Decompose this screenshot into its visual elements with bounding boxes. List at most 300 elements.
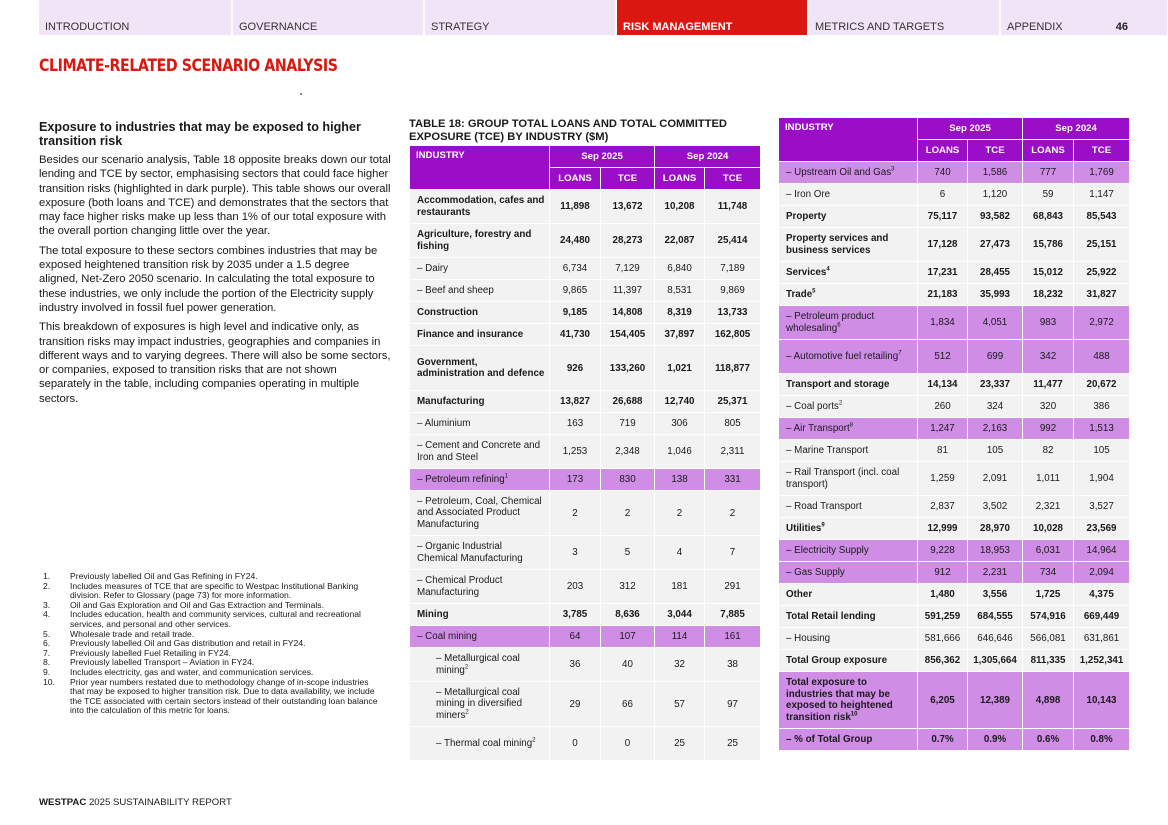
cell-value: 777 bbox=[1023, 162, 1074, 184]
footnote-number: 1. bbox=[43, 571, 51, 581]
row-label-text: – Metallurgical coal mining bbox=[436, 653, 520, 676]
tab-introduction[interactable]: INTRODUCTION bbox=[39, 0, 231, 35]
cell-value: 66 bbox=[601, 682, 655, 727]
cell-value: 68,843 bbox=[1023, 206, 1074, 228]
row-label-text: – Aluminium bbox=[417, 417, 471, 429]
row-label-text: – Chemical Product Manufacturing bbox=[417, 575, 503, 598]
cell-value: 114 bbox=[655, 626, 705, 648]
cell-value: 3 bbox=[550, 536, 601, 570]
footnote-ref: 10 bbox=[850, 711, 858, 718]
cell-value: 1,725 bbox=[1023, 584, 1074, 606]
row-label bbox=[410, 346, 550, 391]
cell-value: 8,319 bbox=[655, 302, 705, 324]
row-label-text: Total exposure to industries that may be exposed to heightened transition risk bbox=[786, 677, 893, 723]
cell-value: 7,885 bbox=[705, 604, 761, 626]
row-label bbox=[410, 536, 550, 570]
footnote-number: 5. bbox=[43, 628, 51, 639]
table-row bbox=[779, 162, 1130, 184]
cell-value: 85,543 bbox=[1074, 206, 1130, 228]
row-label-text: – Petroleum product wholesaling bbox=[786, 311, 875, 334]
cell-value: 29 bbox=[550, 682, 601, 727]
row-label-text: – Housing bbox=[786, 632, 831, 644]
cell-value: 3,785 bbox=[550, 604, 601, 626]
table-row bbox=[779, 184, 1130, 206]
table-row bbox=[779, 650, 1130, 672]
cell-value: 25,151 bbox=[1074, 228, 1130, 262]
cell-value: 15,786 bbox=[1023, 228, 1074, 262]
row-label bbox=[779, 496, 918, 518]
row-label bbox=[779, 262, 918, 284]
cell-value: 2,163 bbox=[968, 418, 1023, 440]
table-row bbox=[410, 258, 761, 280]
cell-value: 2,231 bbox=[968, 562, 1023, 584]
row-label bbox=[410, 648, 550, 682]
page-title: CLIMATE-RELATED SCENARIO ANALYSIS bbox=[39, 56, 338, 75]
col-tce: TCE bbox=[1074, 140, 1130, 162]
row-label-text: Trade bbox=[786, 288, 813, 300]
row-label bbox=[410, 491, 550, 536]
row-label-text: Total Group exposure bbox=[786, 654, 888, 666]
row-label-text: – Cement and Concrete and Iron and Steel bbox=[417, 440, 541, 463]
row-label-text: – Road Transport bbox=[786, 500, 862, 512]
col-tce: TCE bbox=[705, 168, 761, 190]
cell-value: 312 bbox=[601, 570, 655, 604]
cell-value: 15,012 bbox=[1023, 262, 1074, 284]
narrative-column bbox=[39, 120, 391, 411]
cell-value: 1,147 bbox=[1074, 184, 1130, 206]
cell-value: 12,999 bbox=[918, 518, 968, 540]
table-row bbox=[779, 306, 1130, 340]
cell-value: 11,397 bbox=[601, 280, 655, 302]
cell-value: 566,081 bbox=[1023, 628, 1074, 650]
cell-value: 6,031 bbox=[1023, 540, 1074, 562]
table-row bbox=[410, 413, 761, 435]
row-label bbox=[779, 584, 918, 606]
row-label bbox=[410, 280, 550, 302]
row-label bbox=[410, 413, 550, 435]
table-row bbox=[779, 396, 1130, 418]
footnote-ref: 2 bbox=[838, 400, 843, 407]
footnote-ref: 9 bbox=[821, 522, 825, 529]
cell-value: 574,916 bbox=[1023, 606, 1074, 628]
tab-risk-management[interactable]: RISK MANAGEMENT bbox=[617, 0, 807, 35]
cell-value: 173 bbox=[550, 469, 601, 491]
cell-value: 0 bbox=[601, 727, 655, 761]
cell-value: 21,183 bbox=[918, 284, 968, 306]
cell-value: 6,205 bbox=[918, 672, 968, 729]
row-label-text: Utilities bbox=[786, 522, 822, 534]
cell-value: 6 bbox=[918, 184, 968, 206]
row-label-text: – Automotive fuel retailing bbox=[786, 350, 899, 362]
tab-governance[interactable]: GOVERNANCE bbox=[233, 0, 423, 35]
row-label-text: – Electricity Supply bbox=[786, 544, 869, 556]
footer bbox=[39, 797, 232, 808]
row-label bbox=[779, 374, 918, 396]
cell-value: 1,834 bbox=[918, 306, 968, 340]
cell-value: 669,449 bbox=[1074, 606, 1130, 628]
table-row bbox=[410, 302, 761, 324]
cell-value: 133,260 bbox=[601, 346, 655, 391]
row-label-text: Mining bbox=[417, 608, 449, 620]
cell-value: 35,993 bbox=[968, 284, 1023, 306]
row-label bbox=[779, 284, 918, 306]
table-row bbox=[410, 280, 761, 302]
paragraph: The total exposure to these sectors combines industries that may be exposed heightened transition risk by 2035 under a 1.5 degree aligned, Net-Zero 2050 scenario. In calculating the total exposure to these industries, we only include the portion of the Electricity supply industry involved in fossil fuel power generation. bbox=[39, 244, 378, 314]
page-number: 46 bbox=[1115, 21, 1128, 33]
table-row bbox=[779, 562, 1130, 584]
footer-report: 2025 SUSTAINABILITY REPORT bbox=[88, 797, 232, 808]
row-label bbox=[410, 190, 550, 224]
row-label bbox=[779, 440, 918, 462]
cell-value: 591,259 bbox=[918, 606, 968, 628]
table-row bbox=[410, 570, 761, 604]
cell-value: 105 bbox=[968, 440, 1023, 462]
footnote-number: 7. bbox=[43, 647, 51, 658]
table-row bbox=[410, 435, 761, 469]
table-row bbox=[779, 606, 1130, 628]
cell-value: 926 bbox=[550, 346, 601, 391]
row-label bbox=[779, 672, 918, 729]
cell-value: 2 bbox=[550, 491, 601, 536]
col-industry: INDUSTRY bbox=[779, 118, 918, 162]
cell-value: 740 bbox=[918, 162, 968, 184]
row-label bbox=[779, 184, 918, 206]
paragraph: Besides our scenario analysis, Table 18 opposite breaks down our total lending and TCE by sector, emphasising sectors that could face higher transition risks (highlighted in dark purple). This table shows our overall exposure (both loans and TCE) and demonstrates that the sectors that may face higher risks make up less than 1% of our total exposure with the overall portion changing little over the year. bbox=[39, 154, 391, 238]
row-label bbox=[410, 469, 550, 491]
row-label-text: – % of Total Group bbox=[786, 733, 873, 745]
cell-value: 1,247 bbox=[918, 418, 968, 440]
industry-table-right bbox=[778, 117, 1130, 751]
row-label bbox=[410, 604, 550, 626]
cell-value: 811,335 bbox=[1023, 650, 1074, 672]
cell-value: 1,120 bbox=[968, 184, 1023, 206]
cell-value: 2,311 bbox=[705, 435, 761, 469]
table-row bbox=[410, 190, 761, 224]
row-label bbox=[779, 518, 918, 540]
row-label-text: Transport and storage bbox=[786, 378, 890, 390]
row-label bbox=[779, 606, 918, 628]
row-label-text: Property services and business services bbox=[786, 233, 889, 256]
cell-value: 3,556 bbox=[968, 584, 1023, 606]
footer-brand: WESTPAC bbox=[39, 797, 87, 808]
table-row bbox=[779, 584, 1130, 606]
cell-value: 2 bbox=[601, 491, 655, 536]
cell-value: 4,051 bbox=[968, 306, 1023, 340]
cell-value: 81 bbox=[918, 440, 968, 462]
cell-value: 306 bbox=[655, 413, 705, 435]
cell-value: 36 bbox=[550, 648, 601, 682]
col-loans: LOANS bbox=[550, 168, 601, 190]
footnote-ref: 1 bbox=[504, 473, 509, 480]
cell-value: 2,837 bbox=[918, 496, 968, 518]
cell-value: 13,733 bbox=[705, 302, 761, 324]
cell-value: 203 bbox=[550, 570, 601, 604]
table-row bbox=[779, 340, 1130, 374]
footnote-text: Includes electricity, gas and water, and communication services. bbox=[70, 666, 314, 677]
row-label-text: Agriculture, forestry and fishing bbox=[417, 229, 532, 252]
industry-table-left bbox=[409, 145, 761, 761]
cell-value: 1,904 bbox=[1074, 462, 1130, 496]
cell-value: 17,128 bbox=[918, 228, 968, 262]
cell-value: 13,672 bbox=[601, 190, 655, 224]
cell-value: 28,455 bbox=[968, 262, 1023, 284]
cell-value: 2,348 bbox=[601, 435, 655, 469]
row-label bbox=[779, 162, 918, 184]
table-row bbox=[410, 491, 761, 536]
table-row bbox=[410, 469, 761, 491]
row-label-text: Property bbox=[786, 210, 827, 222]
table-row bbox=[410, 648, 761, 682]
row-label bbox=[779, 396, 918, 418]
cell-value: 93,582 bbox=[968, 206, 1023, 228]
cell-value: 75,117 bbox=[918, 206, 968, 228]
table-row bbox=[410, 391, 761, 413]
cell-value: 11,898 bbox=[550, 190, 601, 224]
cell-value: 2,094 bbox=[1074, 562, 1130, 584]
cell-value: 23,337 bbox=[968, 374, 1023, 396]
cell-value: 28,970 bbox=[968, 518, 1023, 540]
col-period-sep-2024: Sep 2024 bbox=[1023, 118, 1130, 140]
cell-value: 2,972 bbox=[1074, 306, 1130, 340]
table-row bbox=[410, 324, 761, 346]
table-row bbox=[779, 462, 1130, 496]
row-label-text: Government, administration and defence bbox=[417, 356, 545, 379]
cell-value: 10,028 bbox=[1023, 518, 1074, 540]
cell-value: 27,473 bbox=[968, 228, 1023, 262]
row-label bbox=[410, 570, 550, 604]
cell-value: 2 bbox=[655, 491, 705, 536]
cell-value: 6,840 bbox=[655, 258, 705, 280]
cell-value: 331 bbox=[705, 469, 761, 491]
cell-value: 57 bbox=[655, 682, 705, 727]
footnote-text: Previously labelled Oil and Gas Refining in FY24. bbox=[70, 571, 258, 581]
table-title: TABLE 18: GROUP TOTAL LOANS AND TOTAL COMMITTED EXPOSURE (TCE) BY INDUSTRY ($M) bbox=[409, 118, 728, 143]
cell-value: 0.8% bbox=[1074, 729, 1130, 751]
row-label-text: – Rail Transport (incl. coal transport) bbox=[786, 467, 900, 490]
cell-value: 1,586 bbox=[968, 162, 1023, 184]
cell-value: 8,636 bbox=[601, 604, 655, 626]
cell-value: 82 bbox=[1023, 440, 1074, 462]
col-tce: TCE bbox=[601, 168, 655, 190]
cell-value: 684,555 bbox=[968, 606, 1023, 628]
row-label bbox=[410, 224, 550, 258]
cell-value: 10,143 bbox=[1074, 672, 1130, 729]
footnote-text: Previously labelled Fuel Retailing in FY24. bbox=[70, 647, 231, 658]
footnote-text: Includes measures of TCE that are specific to Westpac Institutional Banking division. Refer to Glossary (page 73) for more information. bbox=[70, 580, 359, 601]
row-label bbox=[779, 340, 918, 374]
footnote-number: 8. bbox=[43, 657, 51, 668]
row-label bbox=[410, 435, 550, 469]
cell-value: 24,480 bbox=[550, 224, 601, 258]
footnote-number: 10. bbox=[43, 676, 55, 687]
cell-value: 4,375 bbox=[1074, 584, 1130, 606]
row-label bbox=[779, 418, 918, 440]
cell-value: 25 bbox=[705, 727, 761, 761]
cell-value: 699 bbox=[968, 340, 1023, 374]
cell-value: 9,865 bbox=[550, 280, 601, 302]
row-label-text: – Coal ports bbox=[786, 400, 839, 412]
cell-value: 9,228 bbox=[918, 540, 968, 562]
cell-value: 3,527 bbox=[1074, 496, 1130, 518]
col-period-sep-2025: Sep 2025 bbox=[918, 118, 1023, 140]
table-row bbox=[779, 518, 1130, 540]
footnote-text: Prior year numbers restated due to methodology change of in-scope industries that may be exposed to higher transition risk. Due to data availability, we include the TCE associated with certain sectors instead of their outstanding loan balance into the calculation of this metric for loans. bbox=[70, 676, 378, 716]
cell-value: 912 bbox=[918, 562, 968, 584]
table-row bbox=[779, 206, 1130, 228]
cell-value: 581,666 bbox=[918, 628, 968, 650]
cell-value: 1,253 bbox=[550, 435, 601, 469]
tab-strategy[interactable]: STRATEGY bbox=[425, 0, 615, 35]
cell-value: 138 bbox=[655, 469, 705, 491]
cell-value: 1,513 bbox=[1074, 418, 1130, 440]
cell-value: 32 bbox=[655, 648, 705, 682]
row-label bbox=[410, 324, 550, 346]
cell-value: 18,232 bbox=[1023, 284, 1074, 306]
row-label bbox=[779, 540, 918, 562]
row-label bbox=[410, 258, 550, 280]
cell-value: 3,502 bbox=[968, 496, 1023, 518]
cell-value: 25,922 bbox=[1074, 262, 1130, 284]
row-label-text: – Beef and sheep bbox=[417, 284, 494, 296]
cell-value: 320 bbox=[1023, 396, 1074, 418]
cell-value: 18,953 bbox=[968, 540, 1023, 562]
row-label-text: – Air Transport bbox=[786, 422, 850, 434]
cell-value: 324 bbox=[968, 396, 1023, 418]
footnote-ref: 2 bbox=[465, 709, 469, 716]
row-label-text: Finance and insurance bbox=[417, 328, 524, 340]
table-row bbox=[410, 224, 761, 258]
cell-value: 181 bbox=[655, 570, 705, 604]
section-nav bbox=[39, 0, 1168, 35]
row-label-text: – Organic Industrial Chemical Manufacturing bbox=[417, 541, 523, 564]
cell-value: 291 bbox=[705, 570, 761, 604]
cell-value: 118,877 bbox=[705, 346, 761, 391]
tab-metrics-and-targets[interactable]: METRICS AND TARGETS bbox=[809, 0, 999, 35]
table-row bbox=[779, 284, 1130, 306]
cell-value: 983 bbox=[1023, 306, 1074, 340]
row-label-text: – Petroleum, Coal, Chemical and Associated Product Manufacturing bbox=[417, 495, 542, 530]
cell-value: 13,827 bbox=[550, 391, 601, 413]
table-row bbox=[779, 628, 1130, 650]
cell-value: 162,805 bbox=[705, 324, 761, 346]
row-label-text: – Dairy bbox=[417, 262, 449, 274]
cell-value: 14,134 bbox=[918, 374, 968, 396]
cell-value: 260 bbox=[918, 396, 968, 418]
row-label bbox=[779, 462, 918, 496]
footnote-ref: 8 bbox=[849, 422, 854, 429]
table-row bbox=[779, 374, 1130, 396]
cell-value: 161 bbox=[705, 626, 761, 648]
row-label-text: Accommodation, cafes and restaurants bbox=[417, 195, 545, 218]
cell-value: 0 bbox=[550, 727, 601, 761]
cell-value: 3,044 bbox=[655, 604, 705, 626]
cell-value: 512 bbox=[918, 340, 968, 374]
footnote-number: 9. bbox=[43, 666, 51, 677]
cell-value: 7,189 bbox=[705, 258, 761, 280]
table-row bbox=[779, 672, 1130, 729]
cell-value: 856,362 bbox=[918, 650, 968, 672]
footnote-ref: 3 bbox=[891, 166, 895, 173]
row-label-text: – Metallurgical coal mining in diversified miners bbox=[436, 686, 523, 721]
table-row bbox=[779, 729, 1130, 751]
section-heading: Exposure to industries that may be exposed to higher transition risk bbox=[39, 120, 361, 148]
cell-value: 1,021 bbox=[655, 346, 705, 391]
cell-value: 734 bbox=[1023, 562, 1074, 584]
col-period-sep-2025: Sep 2025 bbox=[550, 146, 655, 168]
cell-value: 163 bbox=[550, 413, 601, 435]
row-label-text: Services bbox=[786, 266, 827, 278]
row-label-text: – Thermal coal mining bbox=[436, 737, 533, 749]
cell-value: 1,769 bbox=[1074, 162, 1130, 184]
cell-value: 7,129 bbox=[601, 258, 655, 280]
table-row bbox=[779, 496, 1130, 518]
footnote-number: 4. bbox=[43, 609, 51, 620]
row-label bbox=[410, 391, 550, 413]
footnote bbox=[43, 582, 383, 601]
cell-value: 14,808 bbox=[601, 302, 655, 324]
cell-value: 9,869 bbox=[705, 280, 761, 302]
cell-value: 10,208 bbox=[655, 190, 705, 224]
table-row bbox=[410, 604, 761, 626]
cell-value: 20,672 bbox=[1074, 374, 1130, 396]
table-row bbox=[410, 346, 761, 391]
row-label bbox=[410, 682, 550, 727]
row-label-text: – Coal mining bbox=[417, 630, 477, 642]
footnote bbox=[43, 678, 383, 716]
footnote-ref: 5 bbox=[812, 288, 816, 295]
cell-value: 105 bbox=[1074, 440, 1130, 462]
cell-value: 631,861 bbox=[1074, 628, 1130, 650]
footnote bbox=[43, 610, 383, 629]
paragraph: This breakdown of exposures is high level and indicative only, as transition risks may impact industries, geographies and companies in different ways and to varying degrees. There will also be some sectors, or companies, exposed to transition risks that are not shown separately in the table, including companies operating in multiple sectors. bbox=[39, 321, 391, 405]
col-loans: LOANS bbox=[655, 168, 705, 190]
cell-value: 7 bbox=[705, 536, 761, 570]
cell-value: 28,273 bbox=[601, 224, 655, 258]
cell-value: 64 bbox=[550, 626, 601, 648]
cell-value: 37,897 bbox=[655, 324, 705, 346]
footnote-number: 2. bbox=[43, 580, 51, 591]
row-label bbox=[779, 228, 918, 262]
footnote-text: Previously labelled Transport – Aviation in FY24. bbox=[70, 657, 255, 668]
cell-value: 0.6% bbox=[1023, 729, 1074, 751]
cell-value: 0.9% bbox=[968, 729, 1023, 751]
row-label-text: Construction bbox=[417, 306, 478, 318]
cell-value: 9,185 bbox=[550, 302, 601, 324]
tab-appendix[interactable]: APPENDIX bbox=[1001, 0, 1167, 35]
cell-value: 26,688 bbox=[601, 391, 655, 413]
row-label bbox=[779, 206, 918, 228]
cell-value: 719 bbox=[601, 413, 655, 435]
cell-value: 342 bbox=[1023, 340, 1074, 374]
row-label-text: – Marine Transport bbox=[786, 444, 869, 456]
cell-value: 40 bbox=[601, 648, 655, 682]
col-loans: LOANS bbox=[918, 140, 968, 162]
cell-value: 386 bbox=[1074, 396, 1130, 418]
cell-value: 0.7% bbox=[918, 729, 968, 751]
cell-value: 59 bbox=[1023, 184, 1074, 206]
col-tce: TCE bbox=[968, 140, 1023, 162]
table-row bbox=[779, 440, 1130, 462]
cell-value: 646,646 bbox=[968, 628, 1023, 650]
table-row bbox=[410, 626, 761, 648]
cell-value: 1,305,664 bbox=[968, 650, 1023, 672]
footnote-ref: 6 bbox=[837, 322, 841, 329]
col-industry: INDUSTRY bbox=[410, 146, 550, 190]
cell-value: 5 bbox=[601, 536, 655, 570]
cell-value: 805 bbox=[705, 413, 761, 435]
table-row bbox=[410, 727, 761, 761]
cell-value: 11,748 bbox=[705, 190, 761, 224]
